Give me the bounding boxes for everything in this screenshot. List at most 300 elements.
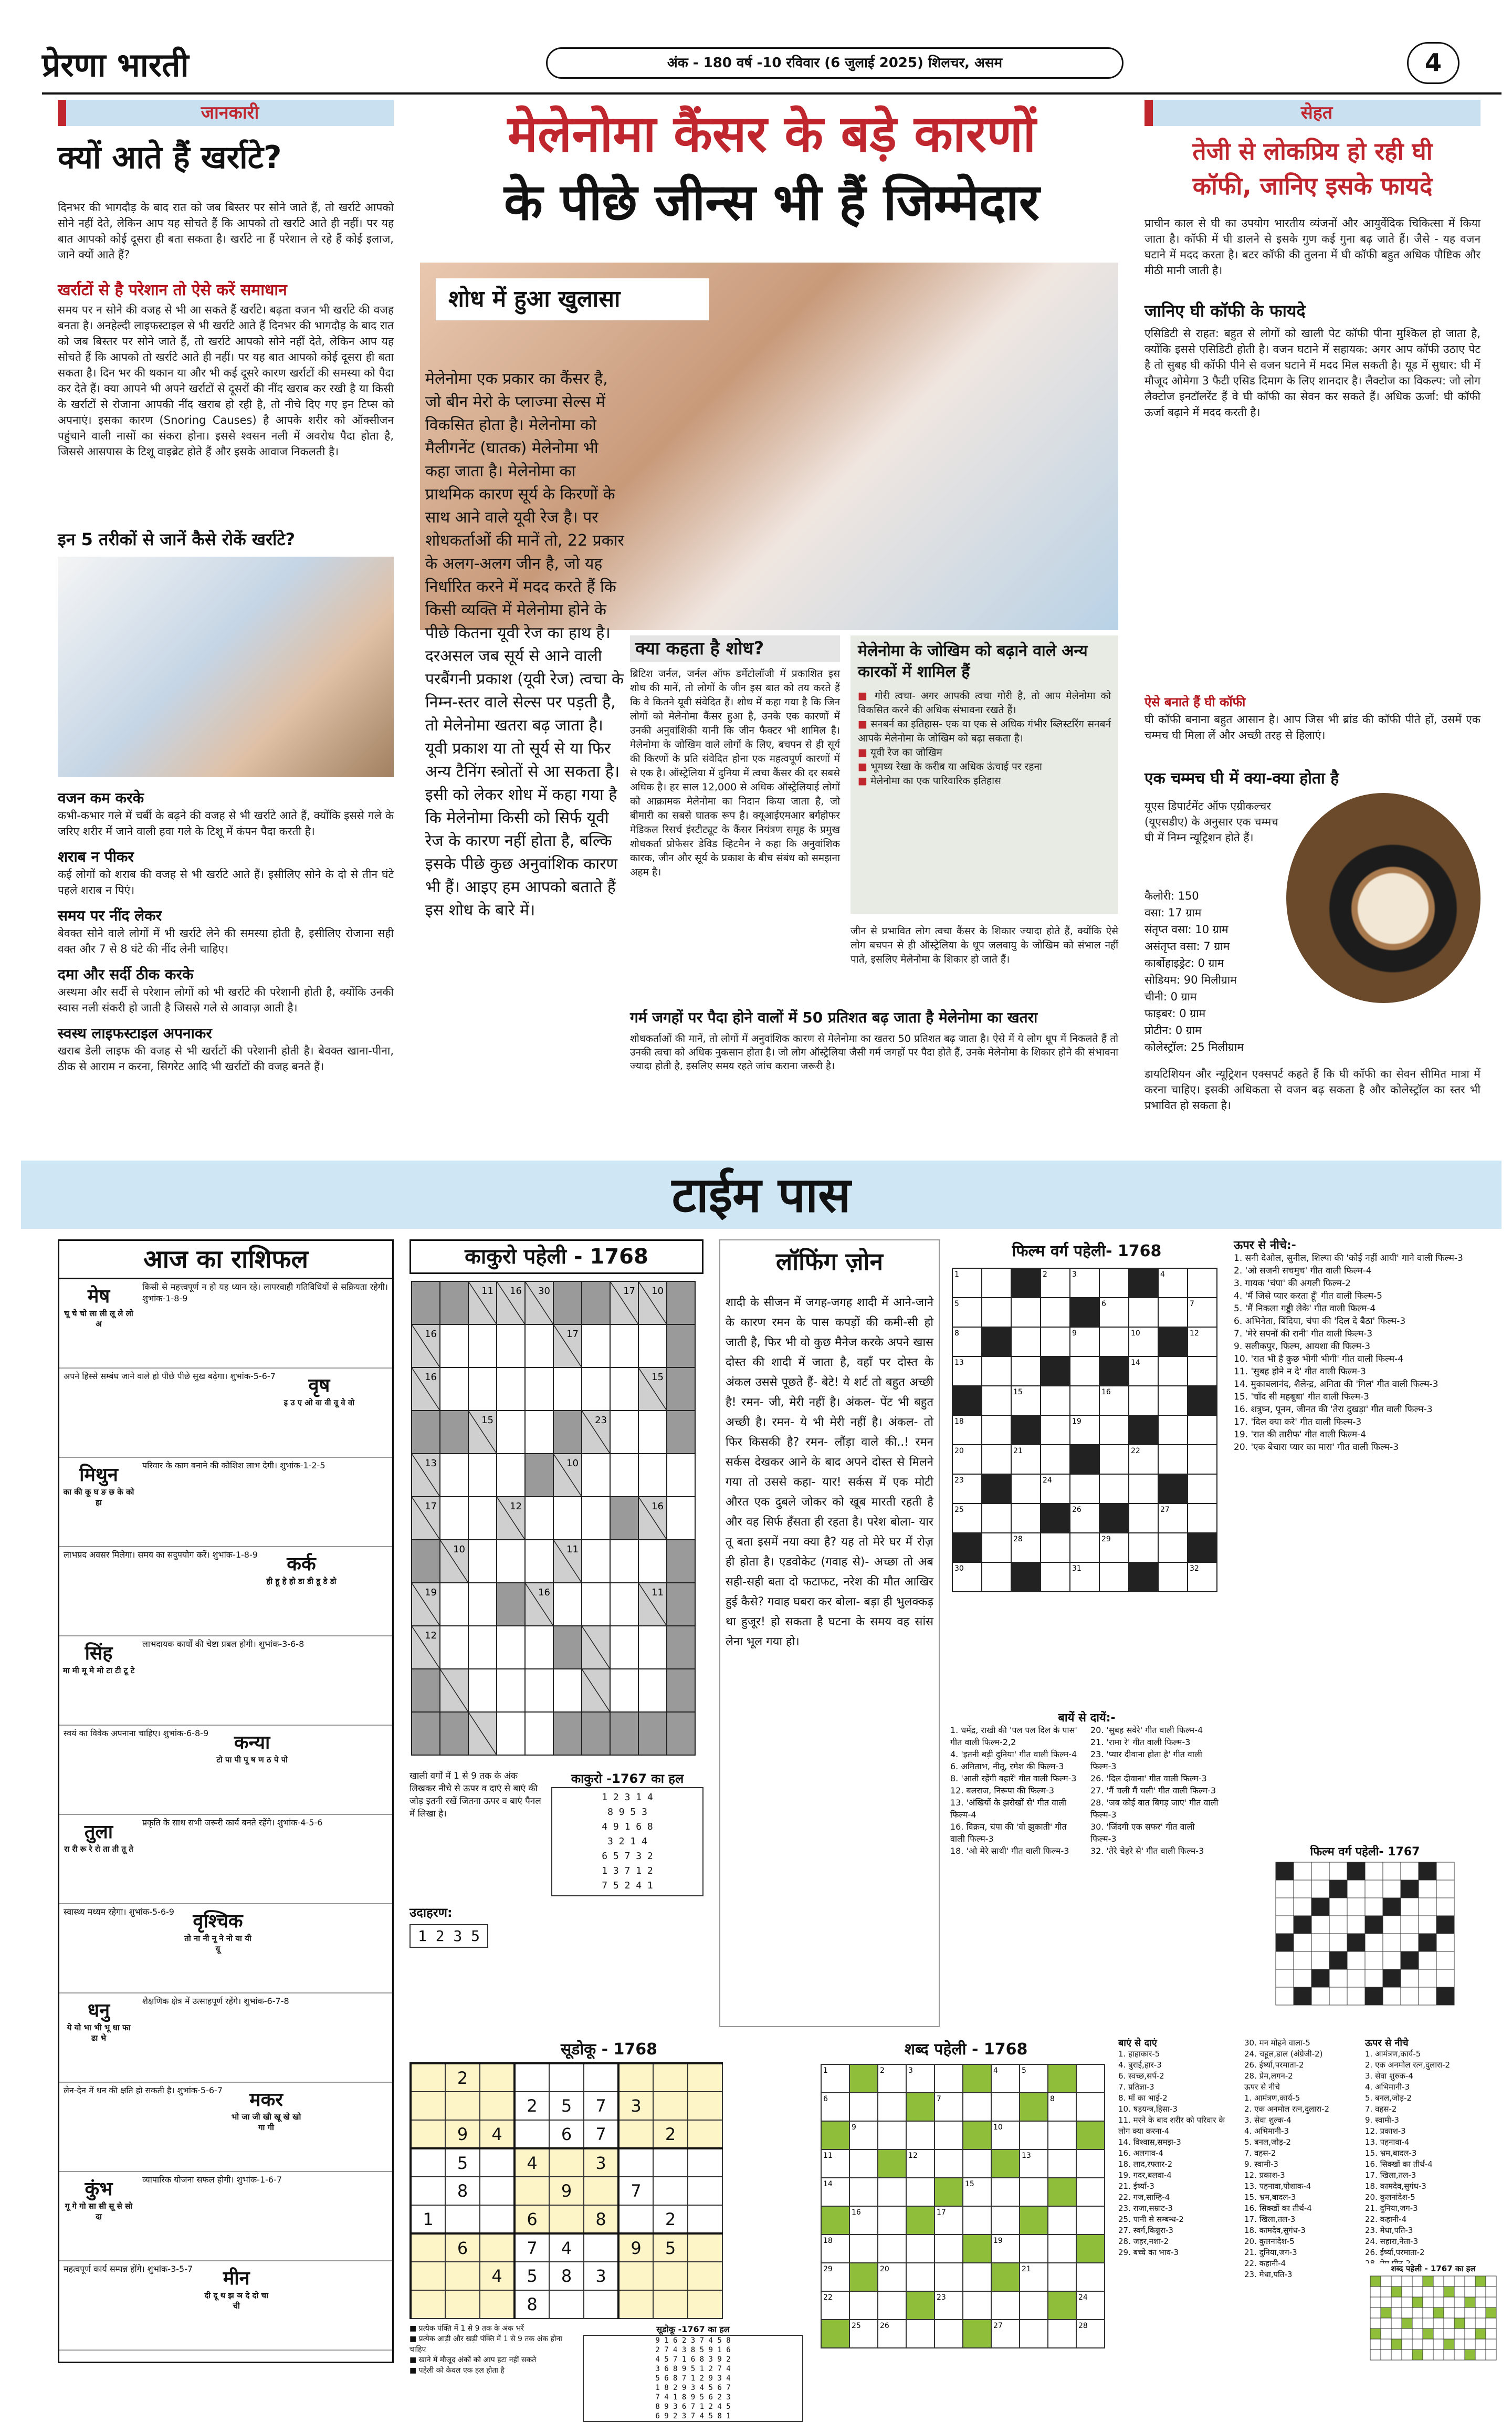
sudoku-cell[interactable] [688,2233,722,2262]
film-across-clue: 28. 'जब कोई बात बिगड़ जाए' गीत वाली फिल्म-3 [1090,1798,1219,1820]
sudoku-cell[interactable] [653,2148,688,2177]
crossword-cell-number: 22 [823,2293,833,2302]
film-across-clue: 18. 'ओ मेरे साथी' गीत वाली फिल्म-3 [950,1846,1069,1856]
crossword-cell [849,2064,878,2093]
film-cell-number: 22 [1131,1447,1140,1455]
sudoku-cell[interactable] [688,2148,722,2177]
film-down-clue: 17. 'दिल क्या करे' गीत वाली फिल्म-3 [1234,1417,1362,1427]
sudoku-cell[interactable]: 8 [584,2205,618,2233]
zodiac-letters: भो जा जी खी खू खे खो गा गी [231,2112,301,2132]
crossword-answer-cell [1402,2339,1412,2350]
newspaper-name: प्रेरणा भारती [42,46,189,84]
kakuro-clue: 13 [425,1458,437,1469]
sudoku-cell[interactable] [514,2120,549,2148]
film-answer-cell [1294,1862,1311,1880]
crossword-cell [906,2121,934,2149]
crossword-answer-cell [1402,2308,1412,2318]
sudoku-cell[interactable]: 7 [584,2092,618,2120]
snoring-body: समय पर न सोने की वजह से भी आ सकते हैं खर्राटे। बढ़ता वजन भी खर्राटे की वजह बनता है। अनहेल्दी लाइफस्टाइल से भी खर्राटे आते हैं दिनभर की भागदौड़ के बाद रात को जब बिस्तर पर सोने जाते हैं, तो खर्राटे आपको सोने नहीं देते, लेकिन आप यह सोचते हैं कि आपको तो खर्राटे आते ही नहीं। पर यह बात आपको कोई दूसरा ही बता सकता है। दिन भर की थकान या और भी कई दूसरे कारण खर्राटों की समस्या को पैदा कर देते हैं। क्या आपने भी अपने खर्राटों से दूसरों की नींद खराब कर रखी है या किसी के खर्राटों से रोजाना आपकी नींद खराब हो रही है, तो नीचे दिए गए इन टिप्स को अपनाएं। इसका कारण (Snoring Causes) है आपके शरीर को ऑक्सीजन पहुंचाने वाली नासों का संकरा होना। इससे श्वसन नली में अवरोध पैदा होता है, जिससे आसपास के टिशू वाइब्रेट होते हैं और इसके आवाज निकलती है। [58,304,394,458]
zodiac-name: मेष [87,1286,110,1307]
kakuro-cell [610,1454,638,1497]
kakuro-cell [667,1626,695,1669]
crossword-clue: 16. सिक्खों का तीर्थ-4 [1244,2204,1312,2213]
film-cell [1011,1474,1041,1504]
ghee-intro: प्राचीन काल से घी का उपयोग भारतीय व्यंजनों और आयुर्वेदिक चिकित्सा में किया जाता है। कॉफी में घी डालने से इसके गुण कई गुना बढ़ जाते हैं। जैसे - यह वजन घटाने में मदद करता है। बटर कॉफी की तुलना में घी कॉफी बहुत अधिक पौष्टिक और मीठी मानी जाती है। [1144,217,1480,277]
film-cell-number: 18 [954,1417,964,1426]
zodiac-name: मिथुन [79,1464,118,1486]
sudoku-row [411,2177,722,2205]
crossword-cell [934,2320,963,2348]
crossword-answer-cell [1486,2297,1496,2308]
laughing-zone-panel [719,1239,940,2027]
zodiac-letters: गू गे गो सा सी सू से सो दा [65,2201,133,2221]
crossword-answer-cell [1475,2329,1486,2339]
sudoku-cell[interactable] [445,2205,480,2233]
crossword-cell [991,2178,1020,2206]
crossword-answer-cell [1465,2297,1475,2308]
sudoku-cell[interactable]: 5 [514,2262,549,2290]
film-cell [1099,1268,1129,1298]
film-cell [982,1562,1011,1592]
crossword-answer-cell [1412,2276,1423,2287]
zodiac-text: स्वयं का विवेक अपनाना चाहिए। शुभांक-6-8-9 [64,1728,209,1738]
film-cell [1158,1298,1188,1327]
kakuro-cell [667,1540,695,1583]
sudoku-cell[interactable]: 2 [445,2063,480,2092]
crossword-title: शब्द पहेली - 1768 [904,2040,1028,2059]
zodiac-name: मीन [223,2268,250,2289]
film-down-clue: 15. 'चाँद सी महबूबा' गीत वाली फिल्म-3 [1234,1392,1369,1402]
crossword-cell-number: 14 [823,2180,833,2188]
film-answer-cell [1276,1916,1294,1934]
crossword-answer-cell [1454,2339,1465,2350]
crossword-answer-cell [1486,2329,1496,2339]
kakuro-cell [553,1281,582,1324]
film-answer-cell [1329,1969,1347,1987]
kakuro-answer-grid [551,1787,704,1896]
film-across-clue: 13. 'अंखियों के झरोखों से' गीत वाली फिल्म-4 [950,1798,1067,1820]
crossword-down-clue: 4. अभिमानी-3 [1365,2082,1410,2092]
sudoku-cell[interactable] [653,2063,688,2092]
crossword-cell [963,2291,991,2320]
kakuro-clue: 16 [425,1329,437,1340]
crossword-answer-cell [1412,2318,1423,2329]
bottom-body: शोधकर्ताओं की मानें, तो लोगों में अनुवांशिक कारण से मेलेनोमा का खतरा 50 प्रतिशत बढ़ जाता है। ऐसे में ये लोग धूप में निकलते हैं तो उनकी त्वचा को अधिक नुकसान होता है। जो लोग ऑस्ट्रेलिया जैसी गर्म जगहों पर पैदा होते हैं, उनके मेलेनोमा के शिकार होने की संभावना ज्यादा होती है, इसलिए समय रहते जांच कराना जरूरी है। [630,1033,1118,1072]
sudoku-answer-title: सूडोकू -1767 का हल [656,2324,730,2334]
film-answer-cell [1294,1916,1311,1934]
sudoku-cell[interactable]: 2 [653,2120,688,2148]
sudoku-cell[interactable] [688,2262,722,2290]
film-across-clue: 8. 'आती रहेंगी बहारें' गीत वाली फिल्म-3 [950,1773,1077,1783]
film-answer-cell [1419,1880,1436,1898]
sudoku-cell[interactable] [480,2233,514,2262]
film-cell [1041,1356,1070,1386]
sudoku-cell[interactable] [688,2092,722,2120]
crossword-cell [963,2093,991,2121]
film-answer-cell [1311,1916,1329,1934]
sudoku-row [411,2262,722,2290]
sudoku-cell[interactable] [480,2063,514,2092]
film-answer-cell [1436,1916,1454,1934]
sudoku-cell[interactable]: 6 [445,2233,480,2262]
research-heading: क्या कहता है शोध? [630,635,840,662]
sudoku-cell[interactable]: 4 [480,2262,514,2290]
crossword-down-clue: 5. बनल,जोड़-2 [1365,2093,1412,2103]
film-across-clues: बायें से दायें:- 1. धर्मेंद्र, राखी की 'पल पल दिल के पास' गीत वाली फिल्म-2,2 4. 'इतनी बड़ी दुनिया' गीत वाली फिल्म-4 6. अमिताभ, नीतू, रमेश की फिल्म-3 8. 'आती रहेंगी बहारें' गीत वाली फिल्म-3 12. बलराज, निरूपा की फिल्म-3 13. 'अंखियों के झरोखों से' गीत वाली फिल्म-4 16. विक्रम, चंपा की 'वो झुकाती' गीत वाली फिल्म-3 18. 'ओ मेरे साथी' गीत वाली फिल्म-3 20. 'सुबह सवेरे' गीत वाली फिल्म-4 21. 'रामा रे' गीत वाली फिल्म-3 23. 'प्यार दीवाना होता है' गीत वाली फिल्म-3 26. 'दिल दीवाना' गीत वाली फिल्म-3 27. 'मैं चली मैं चली' गीत वाली फिल्म-3 28. 'जब कोई बात बिगड़ जाए' गीत वाली फिल्म-3 30. 'जिंदगी एक सफर' गीत वाली फिल्म-3 32. 'तेरे चेहरे से' गीत वाली फिल्म-3 [950,1712,1223,2027]
crossword-cell [963,2320,991,2348]
kakuro-clue: 15 [481,1415,494,1426]
sudoku-cell[interactable] [445,2290,480,2319]
crossword-across-clue: 14. विश्वास,समझ-3 [1118,2137,1181,2147]
sudoku-cell[interactable] [618,2262,653,2290]
kakuro-cell [497,1324,525,1367]
kakuro-cell [440,1497,468,1540]
film-cell [982,1445,1011,1474]
crossword-cell-number: 21 [1022,2265,1031,2273]
sudoku-row [411,2120,722,2148]
kakuro-answer-row: 6 5 7 3 2 [602,1851,653,1862]
film-answer-cell [1419,1898,1436,1916]
zodiac-row [59,2261,392,2351]
film-answer-cell [1311,1987,1329,2005]
sudoku-cell[interactable] [480,2177,514,2205]
risk-item: ■ मेलेनोमा का एक पारिवारिक इतिहास [858,775,1001,787]
film-cell [1070,1474,1099,1504]
kakuro-grid[interactable] [410,1279,704,1762]
sudoku-cell[interactable] [618,2205,653,2233]
film-answer-cell [1401,1951,1419,1969]
crossword-answer-cell [1402,2318,1412,2329]
kakuro-cell [440,1367,468,1411]
film-cell [1011,1562,1041,1592]
film-answer-cell [1436,1898,1454,1916]
film-across-clue: 12. बलराज, निरूपा की फिल्म-3 [950,1786,1055,1795]
film-cell [1129,1533,1158,1562]
sudoku-cell[interactable]: 3 [584,2262,618,2290]
sudoku-cell[interactable]: 3 [618,2092,653,2120]
zodiac-badge [59,1458,138,1546]
zodiac-row [59,1458,392,1547]
zodiac-row [59,1993,392,2083]
kakuro-cell [667,1281,695,1324]
crossword-answer-cell [1370,2329,1381,2339]
crossword-answer-cell [1433,2329,1444,2339]
film-answer-cell [1383,1951,1401,1969]
crossword-cell [963,2149,991,2178]
crossword-across-clue: 22. गज,साम्हि-4 [1118,2193,1170,2202]
kakuro-cell [468,1324,497,1367]
sudoku-cell[interactable]: 7 [584,2120,618,2148]
sudoku-cell[interactable] [480,2290,514,2319]
sudoku-cell[interactable] [411,2290,445,2319]
sudoku-cell[interactable]: 2 [653,2205,688,2233]
crossword-answer-cell [1381,2276,1391,2287]
film-answer-cell [1311,1880,1329,1898]
sudoku-cell[interactable] [549,2148,584,2177]
kakuro-cell [553,1411,582,1454]
kakuro-cell [440,1583,468,1626]
crossword-grid[interactable] [819,2062,1113,2356]
kakuro-clue: 23 [595,1415,607,1426]
zodiac-name: सिंह [85,1643,113,1664]
sudoku-cell[interactable] [411,2063,445,2092]
crossword-clue: 30. मन मोहने वाला-5 [1244,2038,1310,2048]
zodiac-name: मकर [249,2089,283,2111]
film-across-clue: 26. 'दिल दीवाना' गीत वाली फिल्म-3 [1090,1773,1207,1783]
kakuro-cell [525,1411,553,1454]
film-cell-number: 10 [1131,1329,1140,1338]
film-answer-cell [1294,1898,1311,1916]
sudoku-cell[interactable]: 4 [480,2120,514,2148]
sudoku-cell[interactable] [584,2233,618,2262]
film-down-clue: 1. सनी देओल, सुनील, शिल्पा की 'कोई नहीं आयी' गाने वाली फिल्म-3 [1234,1253,1463,1264]
film-cell [1158,1327,1188,1356]
crossword-cell [906,2235,934,2263]
sudoku-cell[interactable] [688,2290,722,2319]
film-answer-cell [1329,1898,1347,1916]
kakuro-cell [610,1626,638,1669]
sudoku-cell[interactable] [584,2177,618,2205]
film-cell [1129,1415,1158,1445]
crossword-down-clue: 17. खिला,तल-3 [1365,2170,1416,2180]
film-cell-number: 20 [954,1447,964,1455]
sudoku-cell[interactable]: 2 [514,2092,549,2120]
film-across-clue: 20. 'सुबह सवेरे' गीत वाली फिल्म-4 [1090,1725,1203,1735]
crossword-cell [991,2291,1020,2320]
kakuro-answer-row: 1 3 7 1 2 [602,1865,653,1876]
film-answer-cell [1365,1987,1383,2005]
film-cell-number: 16 [1101,1388,1111,1396]
sudoku-cell[interactable] [584,2290,618,2319]
film-cell [1188,1268,1217,1298]
film-answer-cell [1347,1987,1365,2005]
sudoku-cell[interactable] [653,2177,688,2205]
crossword-down-clue: 1. आमंत्रण,कार्य-5 [1365,2049,1421,2059]
sudoku-cell[interactable]: 8 [549,2262,584,2290]
crossword-cell-number: 7 [937,2095,941,2103]
film-cell [1188,1504,1217,1533]
film-answer-cell [1401,1880,1419,1898]
zodiac-text: लेन-देन में धन की क्षति हो सकती है। शुभांक-5-6-7 [64,2085,223,2095]
kakuro-cell [525,1324,553,1367]
crossword-answer-cell [1444,2339,1454,2350]
crossword-clue: 22. कहानी-4 [1244,2259,1286,2268]
crossword-cell [878,2121,906,2149]
film-cell [1188,1356,1217,1386]
film-cell [1041,1386,1070,1415]
crossword-clue: 21. दुनिया,जग-3 [1244,2248,1297,2257]
sudoku-cell[interactable] [688,2205,722,2233]
sudoku-row [411,2092,722,2120]
zodiac-letters: तो ना नी नू ने नो या यी यू [184,1934,251,1954]
sudoku-cell[interactable] [514,2177,549,2205]
sudoku-cell[interactable] [411,2148,445,2177]
kakuro-cell [412,1669,440,1712]
sudoku-cell[interactable]: 3 [584,2148,618,2177]
sudoku-cell[interactable] [653,2290,688,2319]
sudoku-grid[interactable] [410,2062,723,2319]
sudoku-cell[interactable]: 5 [549,2092,584,2120]
zodiac-letters: ही हू हे हो डा डी डू डे डो [266,1577,337,1586]
crossword-answer-cell [1391,2287,1402,2297]
ghee-title: तेजी से लोकप्रिय हो रही घी कॉफी, जानिए इसके फायदे [1192,137,1433,200]
crossword-answer-cell [1391,2350,1402,2360]
kakuro-cell [582,1540,610,1583]
sudoku-cell[interactable] [549,2063,584,2092]
zodiac-text: शैक्षणिक क्षेत्र में उत्साहपूर्ण रहेंगे। शुभांक-6-7-8 [142,1996,289,2006]
sudoku-cell[interactable]: 8 [445,2177,480,2205]
risk-item: ■ यूवी रेज का जोखिम [858,747,942,758]
sudoku-cell[interactable]: 7 [618,2177,653,2205]
sudoku-cell[interactable] [445,2262,480,2290]
crossword-answer-cell [1454,2318,1465,2329]
sudoku-cell[interactable]: 4 [549,2233,584,2262]
sudoku-panel [410,2038,808,2420]
kakuro-clue: 30 [538,1286,550,1297]
crossword-cell [934,2121,963,2149]
section-tag-left: जानकारी [58,100,394,126]
crossword-cell [1020,2206,1048,2235]
sudoku-cell[interactable]: 8 [514,2290,549,2319]
sudoku-cell[interactable] [411,2233,445,2262]
sudoku-cell[interactable]: 6 [514,2205,549,2233]
sudoku-cell[interactable] [549,2290,584,2319]
sudoku-cell[interactable] [653,2092,688,2120]
film-cell-number: 30 [954,1564,964,1573]
film-cell [1041,1415,1070,1445]
film-cell [982,1533,1011,1562]
film-answer-cell [1383,1916,1401,1934]
film-down-clue: 5. 'मैं निकला गड्डी लेके' गीत वाली फिल्म-4 [1234,1303,1376,1314]
sudoku-cell[interactable]: 5 [445,2148,480,2177]
film-cell [1158,1415,1188,1445]
sudoku-answer-row: 4 5 7 1 6 8 3 9 2 [655,2355,731,2364]
crossword-across-clue: 28. जहर,नशा-2 [1118,2237,1169,2246]
sudoku-cell[interactable] [411,2120,445,2148]
crossword-cell [1048,2064,1076,2093]
crossword-answer-cell [1454,2297,1465,2308]
crossword-cell [991,2093,1020,2121]
crossword-cell [1048,2235,1076,2263]
crossword-answer-cell [1486,2339,1496,2350]
sudoku-answer-grid [583,2335,803,2422]
sudoku-cell[interactable] [688,2177,722,2205]
crossword-answer-cell [1391,2318,1402,2329]
kakuro-example-title: उदाहरण: [410,1905,453,1920]
film-down-clue: 16. शत्रुघ्न, पूनम, जीनत की 'तेरा दुखड़ा' गीत वाली फिल्म-3 [1234,1404,1433,1415]
zodiac-name: कर्क [287,1553,316,1575]
sudoku-cell[interactable] [584,2063,618,2092]
sudoku-cell[interactable] [688,2120,722,2148]
sudoku-row [411,2063,722,2092]
film-cell-number: 21 [1013,1447,1023,1455]
sudoku-cell[interactable] [688,2063,722,2092]
sudoku-cell[interactable] [618,2120,653,2148]
film-across-clue: 4. 'इतनी बड़ी दुनिया' गीत वाली फिल्म-4 [950,1749,1077,1759]
zodiac-row [59,2172,392,2261]
sudoku-cell[interactable] [411,2262,445,2290]
film-answer-cell [1276,1987,1294,2005]
kakuro-answer-title: काकुरो -1767 का हल [571,1771,684,1786]
sudoku-cell[interactable] [480,2092,514,2120]
crossword-cell [1048,2206,1076,2235]
zodiac-text: परिवार के काम बनाने की कोशिश लाभ देगी। शुभांक-1-2-5 [142,1460,326,1470]
film-answer-cell [1365,1951,1383,1969]
zodiac-text: व्यापारिक योजना सफल होगी। शुभांक-1-6-7 [142,2175,282,2185]
crossword-answer-cell [1444,2329,1454,2339]
sudoku-cell[interactable]: 1 [411,2205,445,2233]
sudoku-cell[interactable] [480,2205,514,2233]
crossword-answer-cell [1402,2329,1412,2339]
kakuro-cell [553,1497,582,1540]
sudoku-cell[interactable]: 9 [549,2177,584,2205]
sudoku-cell[interactable] [549,2205,584,2233]
sudoku-cell[interactable]: 9 [618,2233,653,2262]
zodiac-name: कन्या [234,1732,270,1753]
kakuro-cell [667,1367,695,1411]
crossword-answer-cell [1465,2339,1475,2350]
sudoku-cell[interactable] [480,2148,514,2177]
film-cell [1129,1298,1158,1327]
kakuro-cell [582,1367,610,1411]
film-cell [1158,1356,1188,1386]
film-cell-number: 27 [1160,1506,1170,1514]
sudoku-cell[interactable] [411,2092,445,2120]
melanoma-side-column: मेलेनोमा एक प्रकार का कैंसर है, जो बीन मेरो के प्लाज्मा सेल्स में विकसित होता है। मेलेनोमा को मैलीगनेंट (घातक) मेलेनोमा भी कहा जाता है। मेलेनोमा का प्राथमिक कारण सूर्य के किरणों के साथ आने वाले यूवी रेज है। पर शोधकर्ताओं की मानें तो, 22 प्रकार के अलग-अलग जीन है, जो यह निर्धारित करने में मदद करते हैं कि किसी व्यक्ति में मेलेनोमा होने के पीछे कितना यूवी रेज का हाथ है। दरअसल जब सूर्य से आने वाली परबैंगनी प्रकाश (यूवी रेज) त्वचा के निम्न-स्तर वाले सेल्स पर पड़ती है, तो मेलेनोमा खतरा बढ़ जाता है। यूवी प्रकाश या तो सूर्य से या फिर अन्य टैनिंग स्त्रोतों से आ सकता है। इसी को लेकर शोध में कहा गया है कि मेलेनोमा किसी को सिर्फ यूवी रेज के कारण नहीं होता है, बल्कि इसके पीछे कुछ अनुवांशिक कारण भी हैं। आइए हम आपको बताते हैं इस शोध के बारे में। [425,370,624,920]
sudoku-cell[interactable] [411,2177,445,2205]
sudoku-cell[interactable]: 7 [514,2233,549,2262]
zodiac-row [59,1547,392,1636]
film-grid[interactable] [950,1266,1223,1718]
kakuro-clue: 17 [566,1329,579,1340]
crossword-cell [878,2149,906,2178]
film-down-clue: 7. 'मेरे सपनों की रानी' गीत वाली फिल्म-3 [1234,1329,1373,1339]
kakuro-answer-row: 8 9 5 3 [607,1807,647,1818]
kakuro-cell [610,1583,638,1626]
sudoku-cell[interactable]: 4 [514,2148,549,2177]
sudoku-cell[interactable] [514,2063,549,2092]
kakuro-cell [667,1669,695,1712]
sudoku-cell[interactable] [618,2063,653,2092]
kakuro-cell [610,1712,638,1755]
film-cell [982,1327,1011,1356]
crossword-clue: 13. पहनावा,पोशाक-4 [1244,2181,1311,2191]
zodiac-text: स्वास्थ्य मध्यम रहेगा। शुभांक-5-6-9 [64,1907,174,1917]
crossword-cell [1020,2320,1048,2348]
crossword-answer-cell [1391,2329,1402,2339]
kakuro-cell [497,1583,525,1626]
sudoku-cell[interactable] [445,2092,480,2120]
sudoku-cell[interactable]: 9 [445,2120,480,2148]
film-cell [1041,1562,1070,1592]
crossword-answer-cell [1423,2318,1433,2329]
kakuro-cell [497,1454,525,1497]
zodiac-badge [59,2172,138,2260]
sudoku-cell[interactable]: 5 [653,2233,688,2262]
crossword-cell [1076,2178,1105,2206]
film-cell [1188,1415,1217,1445]
sudoku-cell[interactable] [653,2262,688,2290]
film-answer-cell [1436,1987,1454,2005]
sudoku-cell[interactable]: 6 [549,2120,584,2148]
sudoku-cell[interactable] [618,2290,653,2319]
crossword-down-clue: 23. मेधा,पति-3 [1365,2226,1413,2235]
kakuro-cell [553,1669,582,1712]
zodiac-badge [59,1993,138,2082]
crossword-cell-number: 6 [823,2095,828,2103]
crossword-answer-cell [1444,2350,1454,2360]
sudoku-cell[interactable] [618,2148,653,2177]
